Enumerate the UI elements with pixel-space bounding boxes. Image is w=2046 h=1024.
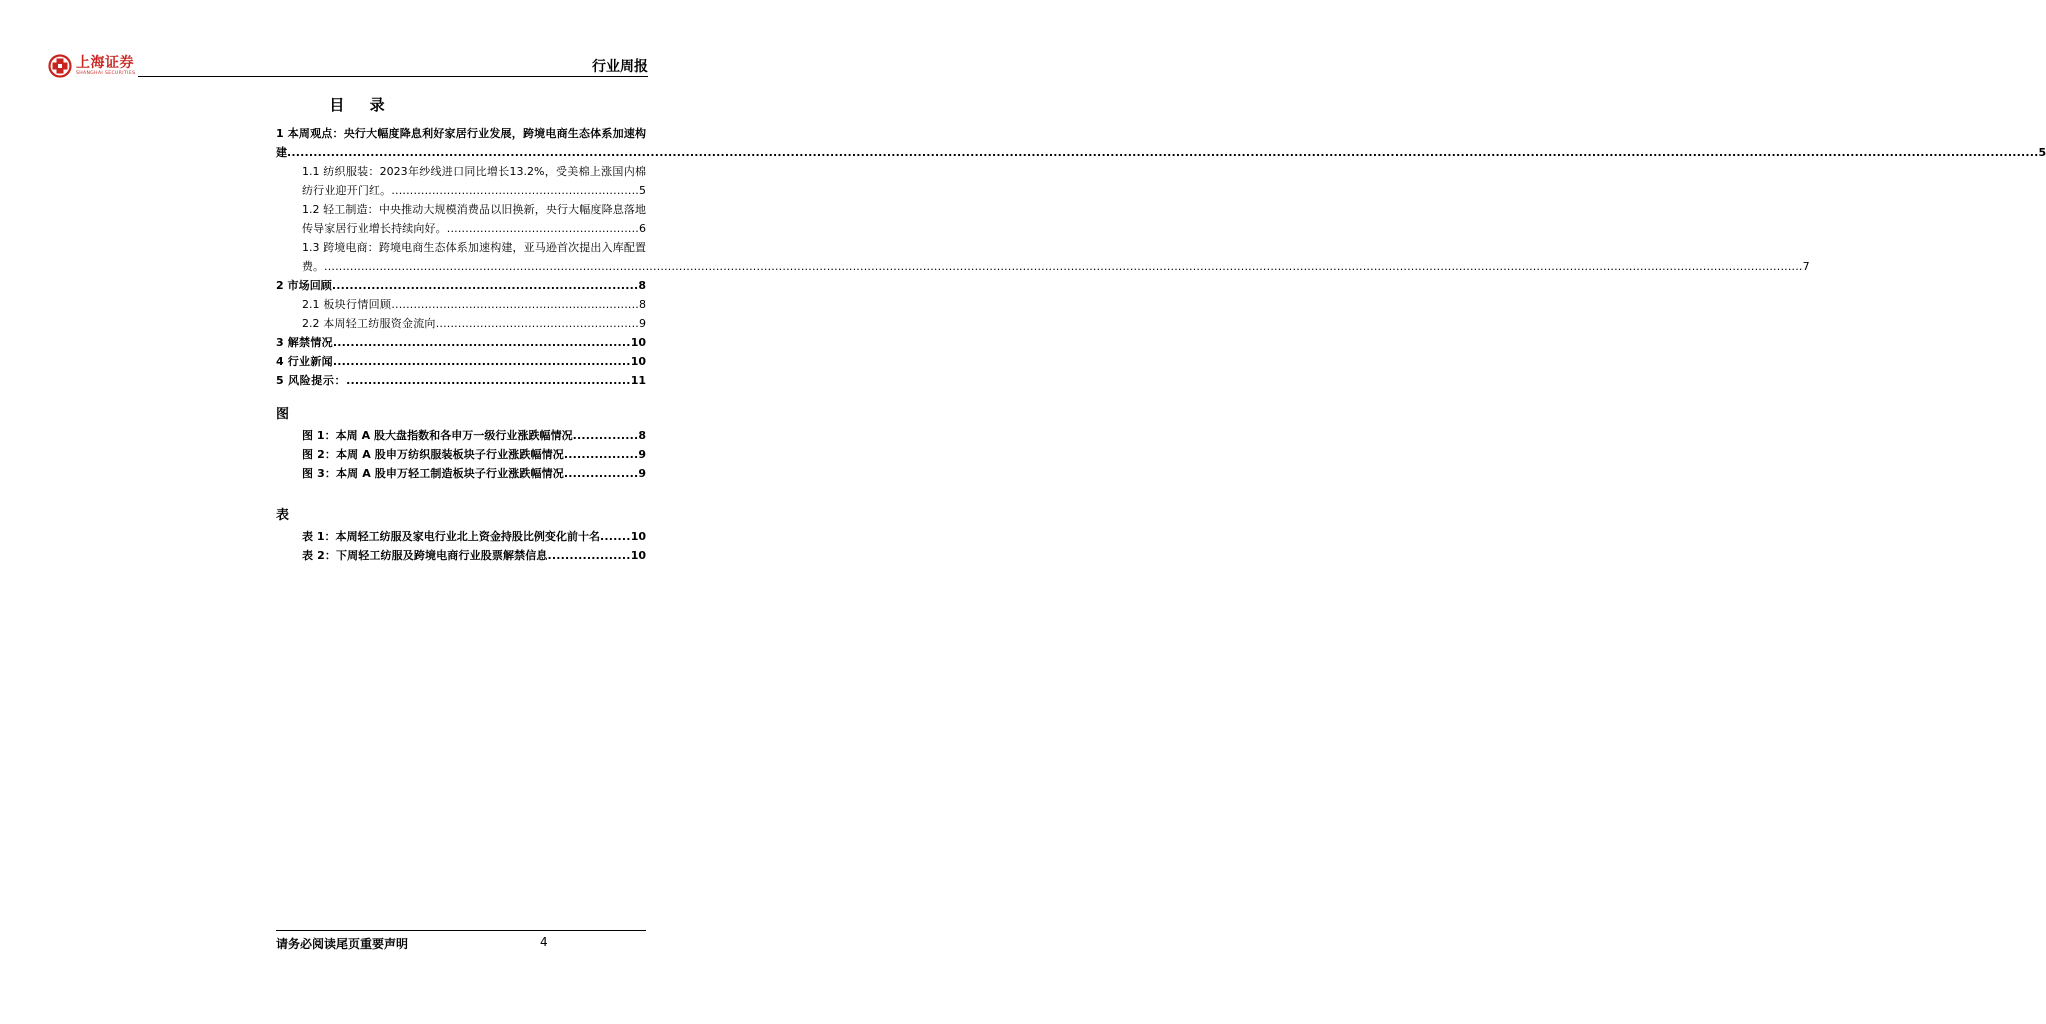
leader-dots: ...................................................................... (331, 279, 639, 292)
logo-name-cn: 上海证券 (76, 54, 134, 71)
table-entry-page: 10 (630, 530, 646, 543)
toc-entry-section-page: 10 (630, 336, 646, 349)
toc-entry-subsection-page: 5 (639, 184, 646, 197)
figure-list (276, 426, 646, 483)
leader-dots: ................................................................... (391, 298, 639, 311)
logo-text (76, 56, 135, 77)
toc-entries (276, 124, 2046, 390)
leader-dots: .................................................................... (332, 336, 631, 349)
tables-heading: 表 (276, 508, 290, 523)
page-header (48, 50, 648, 84)
toc-entry-section-page: 10 (630, 355, 646, 368)
report-type: 行业周报 (592, 59, 648, 75)
leader-dots: ....... (600, 530, 631, 543)
toc-entry-section-text: 4 行业新闻 (276, 355, 333, 368)
figure-entry-text: 图 1：本周 A 股大盘指数和各申万一级行业涨跌幅情况 (302, 429, 573, 442)
table-entry[interactable] (276, 546, 646, 565)
leader-dots: ................. (563, 467, 639, 480)
leader-dots: ....................................................... (435, 317, 639, 330)
toc-entry-subsection-text: 2.2 本周轻工纺服资金流向 (302, 317, 436, 330)
toc-entry-subsection[interactable] (276, 295, 646, 314)
leader-dots: .................................................... (446, 222, 639, 235)
toc-title: 目 录 (329, 96, 395, 114)
toc-entry-section[interactable] (276, 371, 646, 390)
figure-entry[interactable] (276, 445, 646, 464)
leader-dots: ................... (547, 549, 631, 562)
figure-entry[interactable] (276, 426, 646, 445)
toc-entry-subsection[interactable] (276, 314, 646, 333)
header-divider (138, 76, 648, 77)
toc-entry-subsection-page: 7 (1802, 260, 1810, 273)
toc-entry-section-text: 5 风险提示： (276, 374, 347, 387)
leader-dots: ............... (572, 429, 639, 442)
leader-dots: ................................................................. (346, 374, 631, 387)
logo-mark-icon (48, 54, 72, 78)
figure-entry-page: 8 (638, 429, 646, 442)
company-logo (48, 54, 135, 78)
toc-entry-section-text: 3 解禁情况 (276, 336, 333, 349)
toc-entry-subsection-text: 1.2 轻工制造：中央推动大规模消费品以旧换新，央行大幅度降息落地传导家居行业增长持续向好。 (302, 203, 646, 235)
toc-entry-subsection-page: 6 (639, 222, 646, 235)
toc-entry-section-text: 2 市场回顾 (276, 279, 332, 292)
leader-dots: ................................................................................................................................................................................................................................................................................................................................................................................................................ (324, 260, 1803, 273)
figure-entry-page: 9 (638, 467, 646, 480)
leader-dots: ................................................................... (391, 184, 639, 197)
toc-entry-section[interactable] (276, 352, 646, 371)
toc-entry-section-page: 8 (638, 279, 646, 292)
figure-entry-text: 图 3：本周 A 股申万轻工制造板块子行业涨跌幅情况 (302, 467, 564, 480)
toc-entry-section-page: 11 (630, 374, 646, 387)
leader-dots: .................................................................... (332, 355, 631, 368)
table-list (276, 527, 646, 565)
figure-entry-text: 图 2：本周 A 股申万纺织服装板块子行业涨跌幅情况 (302, 448, 564, 461)
table-entry[interactable] (276, 527, 646, 546)
table-entry-text: 表 1：本周轻工纺服及家电行业北上资金持股比例变化前十名 (302, 530, 601, 543)
toc-entry-section-page: 5 (2038, 146, 2046, 159)
table-of-contents (276, 124, 2046, 565)
table-entry-text: 表 2：下周轻工纺服及跨境电商行业股票解禁信息 (302, 549, 548, 562)
toc-entry-subsection-page: 9 (639, 317, 646, 330)
toc-entry-subsection[interactable] (276, 200, 646, 238)
figure-entry-page: 9 (638, 448, 646, 461)
toc-entry-section[interactable] (276, 124, 2046, 162)
toc-entry-section[interactable] (276, 276, 646, 295)
toc-entry-section[interactable] (276, 333, 646, 352)
page-number: 4 (540, 935, 548, 949)
leader-dots: ................................................................................................................................................................................................................................................................................................................................................................................................................ (287, 146, 2039, 159)
toc-entry-subsection-page: 8 (639, 298, 646, 311)
figure-entry[interactable] (276, 464, 646, 483)
toc-entry-subsection[interactable] (276, 238, 1810, 276)
toc-entry-subsection-text: 2.1 板块行情回顾 (302, 298, 392, 311)
table-entry-page: 10 (630, 549, 646, 562)
footer-disclaimer-note: 请务必阅读尾页重要声明 (276, 937, 409, 951)
page-footer (276, 930, 646, 951)
toc-entry-section-text: 1 本周观点：央行大幅度降息利好家居行业发展，跨境电商生态体系加速构建 (276, 127, 646, 159)
figures-heading: 图 (276, 407, 290, 422)
toc-entry-subsection[interactable] (276, 162, 646, 200)
toc-entry-subsection-text: 1.3 跨境电商：跨境电商生态体系加速构建，亚马逊首次提出入库配置费。 (302, 241, 646, 273)
leader-dots: ................. (563, 448, 639, 461)
toc-entry-subsection-text: 1.1 纺织服装：2023年纱线进口同比增长13.2%，受美棉上涨国内棉纺行业迎开门红。 (302, 165, 646, 197)
logo-name-en: SHANGHAI SECURITIES (76, 70, 136, 76)
